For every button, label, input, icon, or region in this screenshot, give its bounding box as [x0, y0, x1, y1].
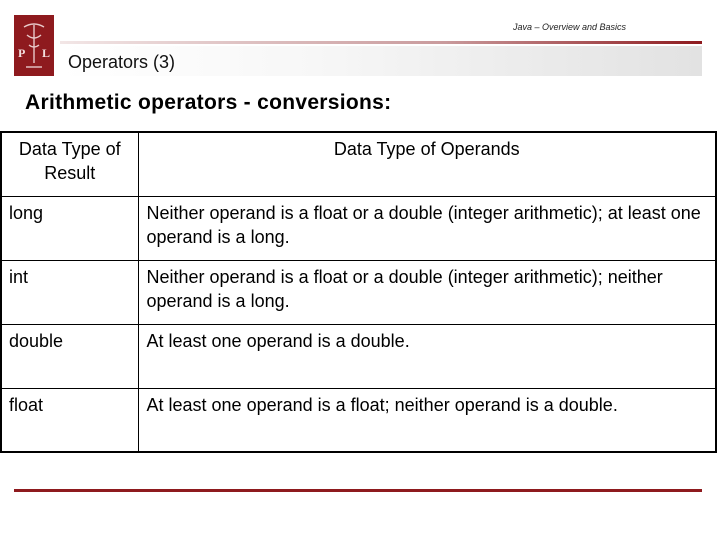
table-row	[1, 324, 716, 388]
operand-rule-cell: Neither operand is a float or a double (integer arithmetic); neither operand is a long.	[138, 260, 716, 324]
svg-text:P: P	[18, 46, 26, 60]
column-header-operands: Data Type of Operands	[138, 132, 716, 196]
section-heading: Arithmetic operators - conversions:	[25, 91, 392, 114]
course-title: Java – Overview and Basics	[512, 22, 626, 32]
table-row	[1, 196, 716, 260]
header-divider	[60, 41, 702, 44]
operand-rule-cell: At least one operand is a double.	[138, 324, 716, 388]
column-header-result: Data Type of Result	[1, 132, 138, 196]
table-row	[1, 388, 716, 452]
footer-divider	[14, 489, 702, 492]
slide-title: Operators (3)	[68, 52, 176, 72]
result-type-cell: int	[1, 260, 138, 324]
operand-rule-cell: Neither operand is a float or a double (integer arithmetic); at least one operand is a long.	[138, 196, 716, 260]
conversion-table	[0, 131, 717, 453]
operand-rule-cell: At least one operand is a float; neither operand is a double.	[138, 388, 716, 452]
svg-text:L: L	[42, 46, 51, 60]
table-row	[1, 260, 716, 324]
result-type-cell: float	[1, 388, 138, 452]
table-header-row	[1, 132, 716, 196]
result-type-cell: long	[1, 196, 138, 260]
university-logo	[14, 15, 54, 76]
result-type-cell: double	[1, 324, 138, 388]
